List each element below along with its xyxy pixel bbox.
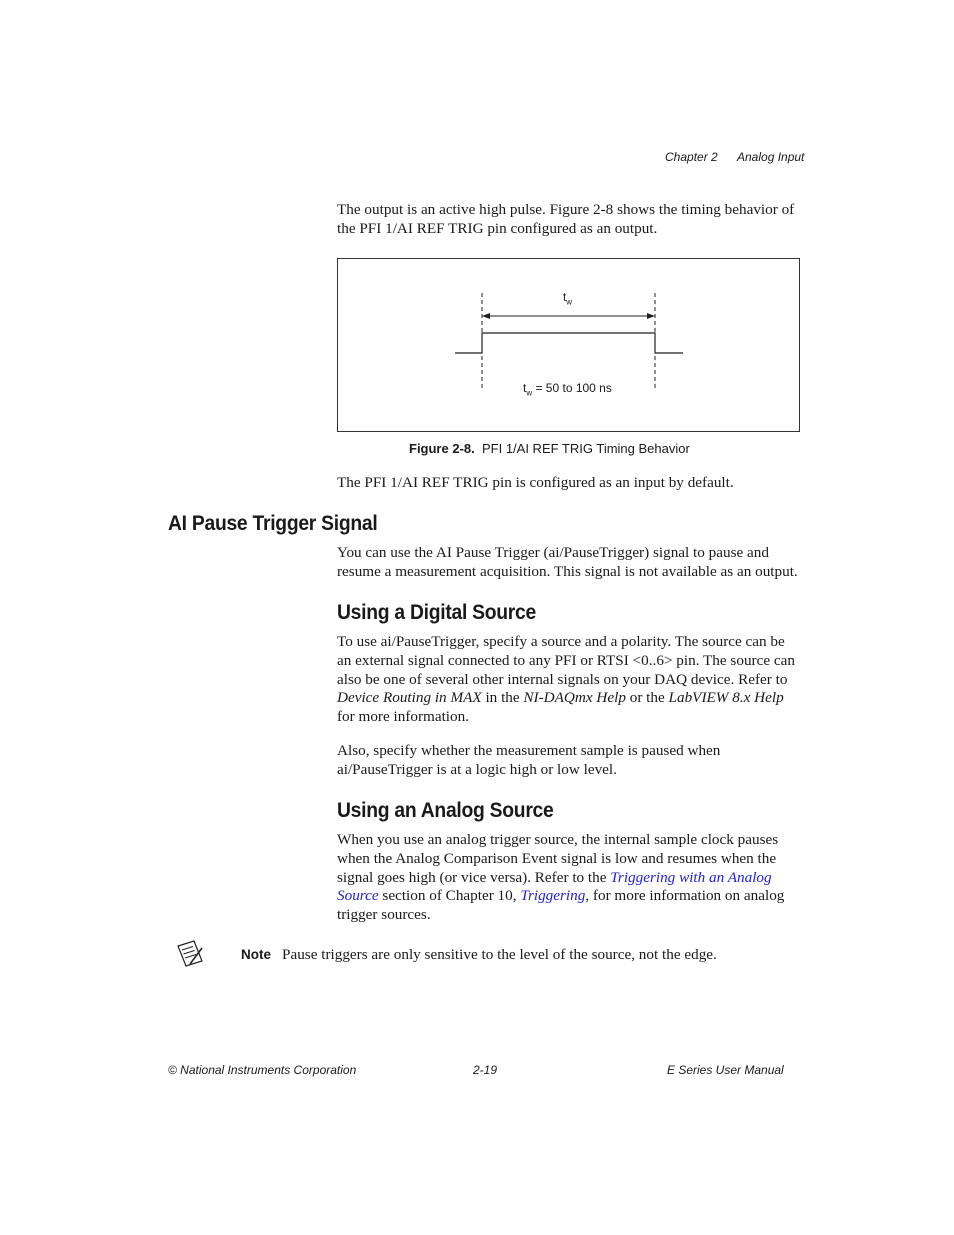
tw-label-base: t bbox=[563, 292, 567, 304]
link-triggering-analog-source-cont[interactable]: Source bbox=[337, 887, 379, 905]
timing-diagram bbox=[338, 259, 799, 431]
analog-line-5: trigger sources. bbox=[337, 906, 431, 924]
timing-figure bbox=[337, 258, 800, 432]
tw-range-value: = 50 to 100 ns bbox=[532, 381, 612, 395]
digital-paragraph-2 bbox=[337, 742, 807, 780]
digital-line-3: also be one of several other internal signals on your DAQ device. Refer to bbox=[337, 670, 788, 688]
header-section: Analog Input bbox=[737, 150, 805, 164]
header-chapter: Chapter 2 bbox=[665, 150, 718, 164]
intro-line-2: the PFI 1/AI REF TRIG pin configured as an output. bbox=[337, 219, 658, 237]
pause-line-2: resume a measurement acquisition. This signal is not available as an output. bbox=[337, 562, 798, 580]
ref-nidaqmx-help: NI-DAQmx Help bbox=[523, 689, 626, 707]
analog-line-4-text-1: section of Chapter 10, bbox=[378, 887, 521, 905]
section-title-analog-source: Using an Analog Source bbox=[337, 799, 554, 822]
pulse-waveform bbox=[455, 333, 683, 353]
note-icon bbox=[175, 938, 205, 973]
ref-labview-help: LabVIEW 8.x Help bbox=[668, 689, 784, 707]
note-text: Pause triggers are only sensitive to the level of the source, not the edge. bbox=[282, 946, 717, 963]
intro-line-1: The output is an active high pulse. Figure 2-8 shows the timing behavior of bbox=[337, 201, 795, 218]
note-label: Note bbox=[241, 947, 271, 962]
width-arrow-right-head bbox=[647, 313, 655, 319]
footer-manual-title: E Series User Manual bbox=[667, 1063, 784, 1077]
tw-range-sub: w bbox=[526, 388, 533, 398]
analog-line-2: when the Analog Comparison Event signal is low and resumes when the bbox=[337, 849, 777, 867]
pause-trigger-paragraph bbox=[337, 544, 807, 582]
digital-line-5: for more information. bbox=[337, 708, 470, 726]
analog-line-3 bbox=[337, 869, 807, 888]
figure-caption bbox=[409, 441, 690, 456]
link-triggering-chapter[interactable]: Triggering bbox=[520, 887, 586, 905]
digital-line-2: an external signal connected to any PFI or RTSI <0..6> pin. The source can bbox=[337, 651, 795, 669]
digital-paragraph-1 bbox=[337, 633, 807, 727]
figure-caption-text: PFI 1/AI REF TRIG Timing Behavior bbox=[481, 441, 690, 456]
section-title-digital-source: Using a Digital Source bbox=[337, 601, 536, 624]
tw-label bbox=[563, 292, 572, 306]
digital-p2-line-2: ai/PauseTrigger is at a logic high or low level. bbox=[337, 760, 617, 778]
pause-line-1: You can use the AI Pause Trigger (ai/PauseTrigger) signal to pause and bbox=[337, 544, 769, 561]
figure-caption-label: Figure 2-8. bbox=[409, 441, 475, 456]
analog-line-3-text: signal goes high (or vice versa). Refer to the bbox=[337, 868, 611, 886]
analog-paragraph bbox=[337, 831, 807, 925]
width-arrow-left-head bbox=[482, 313, 490, 319]
digital-p2-line-1: Also, specify whether the measurement sample is paused when bbox=[337, 742, 721, 759]
section-title-pause-trigger: AI Pause Trigger Signal bbox=[168, 512, 378, 535]
tw-range-base: t bbox=[523, 381, 527, 395]
analog-line-4 bbox=[337, 887, 807, 906]
digital-line-4 bbox=[337, 689, 807, 708]
ref-device-routing: Device Routing in MAX bbox=[337, 689, 482, 707]
tw-label-sub: w bbox=[566, 297, 572, 307]
footer-page-number: 2-19 bbox=[473, 1063, 498, 1077]
intro-paragraph bbox=[337, 201, 807, 239]
footer-copyright: © National Instruments Corporation bbox=[168, 1063, 357, 1077]
analog-line-1: When you use an analog trigger source, the internal sample clock pauses bbox=[337, 831, 779, 848]
tw-range-label bbox=[523, 381, 612, 397]
analog-line-4-text-2: , for more information on analog bbox=[585, 887, 785, 905]
digital-line-4-text-1: in the bbox=[481, 689, 524, 707]
link-triggering-analog-source[interactable]: Triggering with an Analog bbox=[610, 868, 772, 886]
after-figure-paragraph: The PFI 1/AI REF TRIG pin is configured as an input by default. bbox=[337, 474, 734, 491]
digital-line-4-text-2: or the bbox=[625, 689, 669, 707]
digital-line-1: To use ai/PauseTrigger, specify a source and a polarity. The source can be bbox=[337, 633, 785, 650]
